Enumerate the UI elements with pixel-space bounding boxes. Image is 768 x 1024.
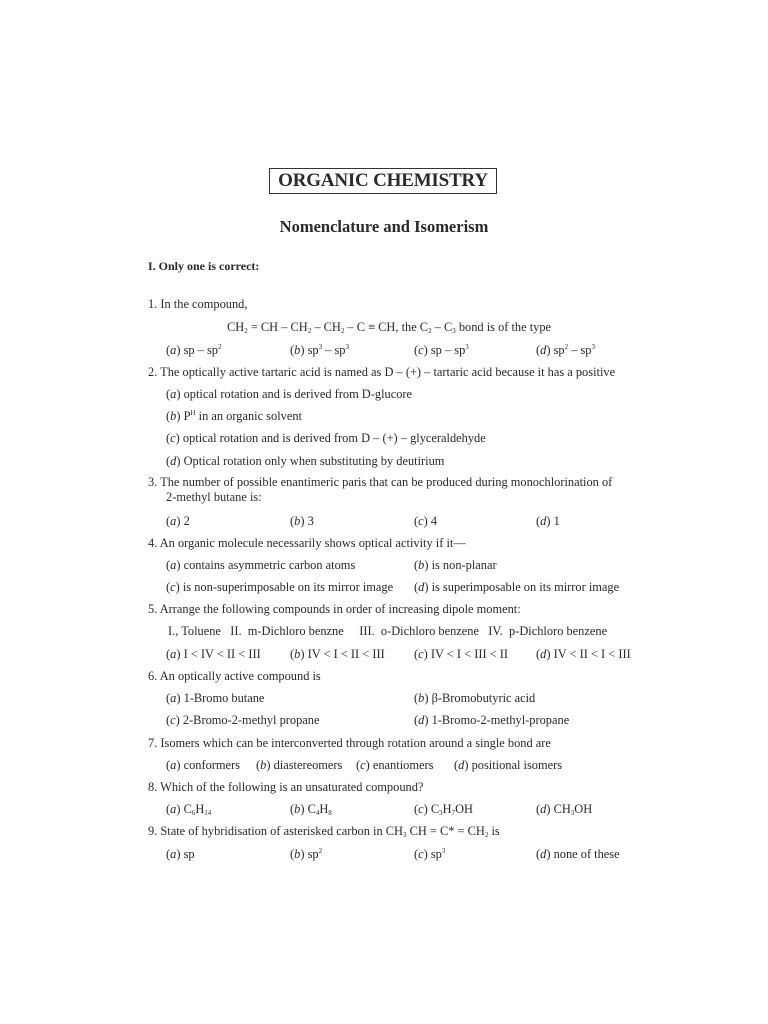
question-8-option-b: (b) $C_4H_8$ [290, 802, 332, 817]
question-2-option-c: (c) optical rotation and is derived from D – (+) – glyceraldehyde [166, 431, 486, 445]
question-2-stem: 2. The optically active tartaric acid is named as D – (+) – tartaric acid because it has a positive [148, 365, 616, 379]
question-6-option-c: (c) 2-Bromo-2-methyl propane [166, 713, 320, 727]
section-heading: I. Only one is correct: [148, 259, 260, 273]
question-1-stem: 1. In the compound, [148, 297, 248, 311]
question-6-option-a: (a) 1-Bromo butane [166, 691, 265, 705]
question-6-option-b: (b) β-Bromobutyric acid [414, 691, 536, 705]
question-5-option-a: (a) I < IV < II < III [166, 647, 261, 661]
question-9-option-d: (d) none of these [536, 847, 620, 861]
question-6-stem: 6. An optically active compound is [148, 669, 321, 683]
question-1-option-c: (c) sp – $sp^3$ [414, 343, 469, 357]
question-1-option-a: (a) sp – $sp^2$ [166, 343, 222, 357]
question-2-option-b: (b) $P^H$ in an organic solvent [166, 409, 302, 423]
question-9-option-a: (a) sp [166, 847, 195, 861]
question-1-option-d: (d) $sp^2 - sp^3$ [536, 343, 596, 357]
question-6-option-d: (d) 1-Bromo-2-methyl-propane [414, 713, 570, 727]
question-5-stem: 5. Arrange the following compounds in order of increasing dipole moment: [148, 602, 521, 616]
question-3-option-b: (b) 3 [290, 514, 314, 528]
question-4-option-c: (c) is non-superimposable on its mirror image [166, 580, 394, 594]
question-1-formula: $CH_2$ = CH – $CH_2 - CH_2$ – C ≡ CH, the $C_2 - C_3$ bond is of the type [227, 320, 552, 335]
question-4-option-d: (d) is superimposable on its mirror image [414, 580, 620, 594]
question-4-stem: 4. An organic molecule necessarily shows optical activity if it— [148, 536, 466, 550]
question-3-option-c: (c) 4 [414, 514, 438, 528]
question-7-stem: 7. Isomers which can be interconverted through rotation around a single bond are [148, 736, 551, 750]
question-4-option-b: (b) is non-planar [414, 558, 497, 572]
question-3-stem-cont: 2-methyl butane is: [166, 490, 262, 504]
question-7-option-a: (a) conformers [166, 758, 240, 772]
question-9-stem: 9. State of hybridisation of asterisked carbon in $CH_3$ CH = $C* = CH_2$ is [148, 824, 500, 839]
question-5-option-d: (d) IV < II < I < III [536, 647, 631, 661]
question-5-option-c: (c) IV < I < III < II [414, 647, 509, 661]
question-5-compound-list: I., Toluene II. m-Dichloro benzne III. o-Dichloro benzene IV. p-Dichloro benzene [168, 624, 608, 638]
question-2-option-a: (a) optical rotation and is derived from D-glucore [166, 387, 413, 401]
question-8-option-d: (d) $CH_3OH$ [536, 802, 593, 817]
question-2-option-d: (d) Optical rotation only when substituting by deutirium [166, 454, 445, 468]
question-3-option-a: (a) 2 [166, 514, 190, 528]
question-7-option-b: (b) diastereomers [256, 758, 343, 772]
question-9-option-c: (c) $sp^3$ [414, 847, 446, 861]
question-8-option-a: (a) $C_6H_{14}$ [166, 802, 212, 817]
document-title: ORGANIC CHEMISTRY [269, 168, 497, 194]
question-3-stem: 3. The number of possible enantimeric paris that can be produced during monochlorination of [148, 475, 613, 489]
question-5-option-b: (b) IV < I < II < III [290, 647, 385, 661]
document-subtitle: Nomenclature and Isomerism [279, 217, 489, 236]
question-9-option-b: (b) $sp^2$ [290, 847, 323, 861]
question-8-stem: 8. Which of the following is an unsaturated compound? [148, 780, 424, 794]
question-8-option-c: (c) $C_3H_7OH$ [414, 802, 473, 817]
question-3-option-d: (d) 1 [536, 514, 560, 528]
question-1-option-b: (b) $sp^3 - sp^3$ [290, 343, 350, 357]
question-7-option-d: (d) positional isomers [454, 758, 563, 772]
question-7-option-c: (c) enantiomers [356, 758, 434, 772]
question-4-option-a: (a) contains asymmetric carbon atoms [166, 558, 356, 572]
